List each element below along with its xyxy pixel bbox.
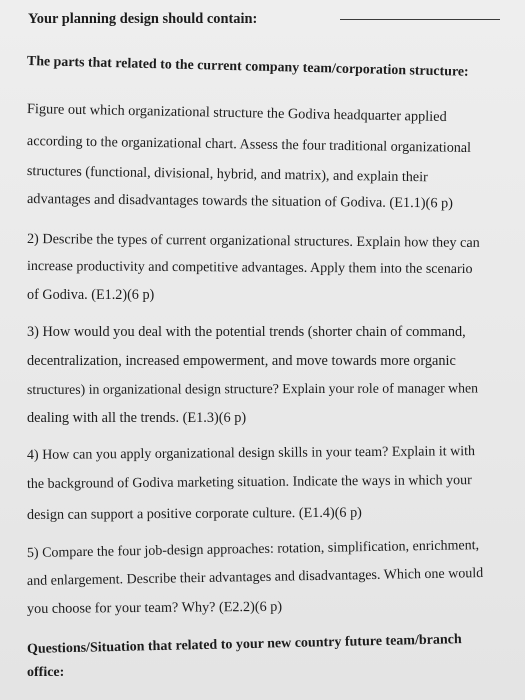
item2-line-2: increase productivity and competitive advantages. Apply them into the scenario [26,259,473,278]
item4-line-1: 4) How can you apply organizational design skills in your team? Explain it with [26,444,476,463]
item5-line-2: and enlargement. Describe their advantages and disadvantages. Which one would [26,566,484,589]
item2-line-3: of Godiva. (E1.2)(6 p) [27,287,155,303]
item4-line-2: the background of Godiva marketing situation. Indicate the ways in which your [26,473,472,492]
heading: Your planning design should contain: [28,11,258,27]
item1-line-4: advantages and disadvantages towards the situation of Godiva. (E1.1)(6 p) [26,191,454,212]
item1-line-2: according to the organizational chart. Assess the four traditional organizational [26,133,472,156]
new-country-title-line-2: office: [27,665,65,680]
item5-line-1: 5) Compare the four job-design approaches: rotation, simplification, enrichment, [26,538,480,561]
item3-line-2: decentralization, increased empowerment, and move towards more organic [27,353,456,369]
item3-line-1: 3) How would you deal with the potential trends (shorter chain of command, [27,324,466,340]
new-country-title-line-1: Questions/Situation that related to your new country future team/branch [26,632,462,657]
item2-line-1: 2) Describe the types of current organizational structures. Explain how they can [26,231,480,251]
item5-line-3: you choose for your team? Why? (E2.2)(6 p) [26,598,283,617]
current-company-title: The parts that related to the current company team/corporation structure: [26,54,469,80]
item1-line-1: Figure out which organizational structure the Godiva headquarter applied [26,101,447,126]
item3-line-3: structures) in organizational design structure? Explain your role of manager when [26,380,479,397]
top-rule [340,19,500,20]
item4-line-3: design can support a positive corporate culture. (E1.4)(6 p) [26,504,362,523]
item3-line-4: dealing with all the trends. (E1.3)(6 p) [27,410,247,426]
item1-line-3: structures (functional, divisional, hybrid, and matrix), and explain their [26,163,428,186]
